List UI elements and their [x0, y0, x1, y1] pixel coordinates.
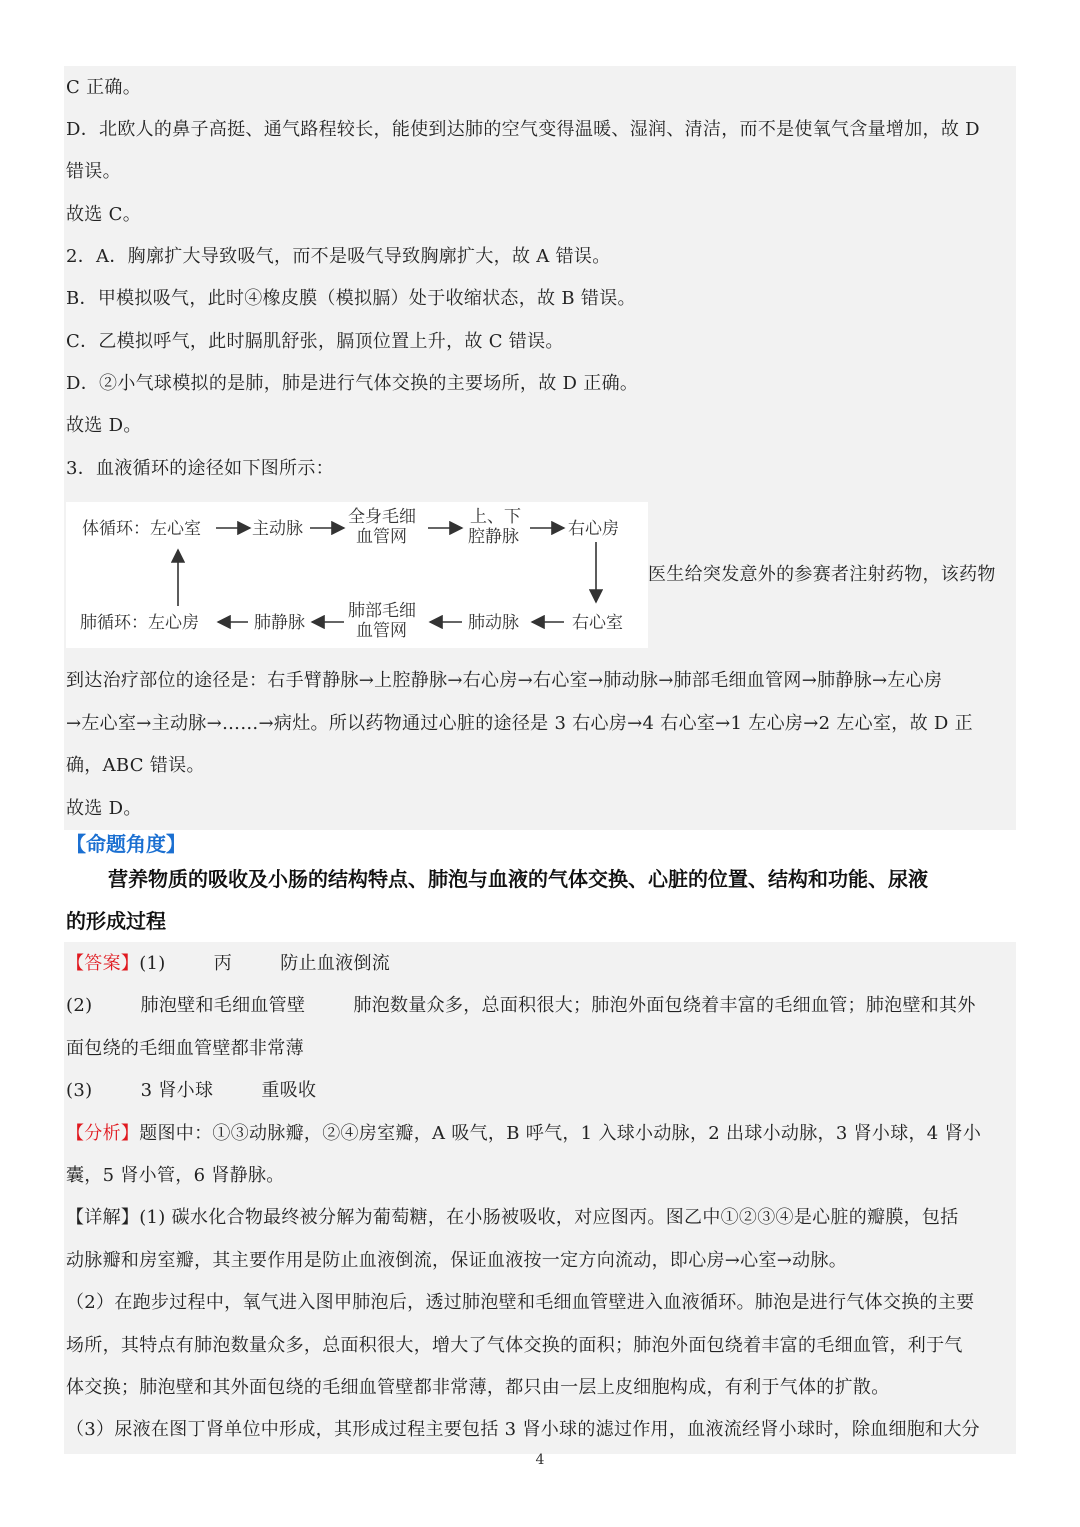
detail-line-5: 体交换；肺泡壁和其外面包绕的毛细血管壁都非常薄，都只由一层上皮细胞构成，有利于气体的扩散。: [66, 1377, 890, 1398]
explanation-line: 到达治疗部位的途径是：右手臂静脉→上腔静脉→右心房→右心室→肺动脉→肺部毛细血管网→肺静脉→左心房: [66, 670, 943, 691]
answer-line-1: [66, 952, 390, 976]
answer-line-2: (2) 肺泡壁和毛细血管壁 肺泡数量众多，总面积很大；肺泡外面包绕着丰富的毛细血管；肺泡壁和其外: [66, 995, 976, 1016]
answer-line-4: (3) 3 肾小球 重吸收: [66, 1080, 317, 1101]
explanation-line: 故选 C。: [66, 204, 141, 225]
vena-cava-line1: 上、下: [470, 507, 521, 527]
body-capillary-line2: 血管网: [356, 527, 407, 547]
explanation-line: C 正确。: [66, 77, 141, 98]
diagram-side-text: 医生给突发意外的参赛者注射药物，该药物: [648, 564, 996, 585]
detail-line-1: [66, 1206, 959, 1230]
pulmonary-vein-label: 肺静脉: [254, 613, 305, 633]
detail-text-1: (1) 碳水化合物最终被分解为葡萄糖，在小肠被吸收，对应图丙。图乙中①②③④是心脏的瓣膜，包括: [139, 1207, 959, 1228]
answer-line-3: 面包绕的毛细血管壁都非常薄: [66, 1038, 304, 1059]
analysis-line-2: 囊，5 肾小管，6 肾静脉。: [66, 1165, 285, 1186]
lung-capillary-line2: 血管网: [356, 621, 407, 641]
explanation-line: B．甲模拟吸气，此时④橡皮膜（模拟膈）处于收缩状态，故 B 错误。: [66, 288, 636, 309]
explanation-line: 错误。: [66, 161, 121, 182]
section-heading: 【命题角度】: [66, 832, 186, 856]
circulation-svg: [66, 502, 648, 648]
topic-line-2: 的形成过程: [66, 909, 166, 933]
explanation-line: 故选 D。: [66, 415, 142, 436]
analysis-tag: 【分析】: [66, 1123, 140, 1144]
detail-line-2: 动脉瓣和房室瓣，其主要作用是防止血液倒流，保证血液按一定方向流动，即心房→心室→动脉。: [66, 1250, 848, 1271]
analysis-line-1: [66, 1122, 981, 1146]
lung-capillary-line1: 肺部毛细: [348, 601, 416, 621]
pulmonary-artery-label: 肺动脉: [468, 613, 519, 633]
pulmonary-left-atrium: 肺循环：左心房: [80, 613, 199, 633]
explanation-line: D．北欧人的鼻子高挺、通气路程较长，能使到达肺的空气变得温暖、湿润、清洁，而不是使氧气含量增加，故 D: [66, 119, 980, 140]
page-number: 4: [535, 1452, 545, 1468]
explanation-line: 3．血液循环的途径如下图所示：: [66, 458, 334, 479]
right-atrium-label: 右心房: [568, 519, 619, 539]
explanation-line: 确，ABC 错误。: [66, 755, 205, 776]
answer-text-1: (1) 丙 防止血液倒流: [139, 953, 391, 974]
right-ventricle-label: 右心室: [572, 613, 623, 633]
detail-line-3: （2）在跑步过程中，氧气进入图甲肺泡后，透过肺泡壁和毛细血管壁进入血液循环。肺泡是进行气体交换的主要: [66, 1292, 975, 1313]
explanation-line: 2．A．胸廓扩大导致吸气，而不是吸气导致胸廓扩大，故 A 错误。: [66, 246, 611, 267]
answer-tag: 【答案】: [66, 953, 140, 974]
topic-line-1: 营养物质的吸收及小肠的结构特点、肺泡与血液的气体交换、心脏的位置、结构和功能、尿液: [108, 867, 928, 891]
blood-circulation-diagram: [66, 502, 648, 648]
analysis-text-1: 题图中：①③动脉瓣，②④房室瓣，A 吸气，B 呼气，1 入球小动脉，2 出球小动脉，3 肾小球，4 肾小: [139, 1123, 982, 1144]
explanation-line: D．②小气球模拟的是肺，肺是进行气体交换的主要场所，故 D 正确。: [66, 373, 639, 394]
detail-tag: 【详解】: [66, 1207, 140, 1228]
systemic-left-ventricle: 体循环：左心室: [82, 519, 201, 539]
explanation-line: C．乙模拟呼气，此时膈肌舒张，膈顶位置上升，故 C 错误。: [66, 331, 564, 352]
explanation-line: →左心室→主动脉→……→病灶。所以药物通过心脏的途径是 3 右心房→4 右心室→1 左心房→2 左心室，故 D 正: [66, 713, 973, 734]
aorta-label: 主动脉: [252, 519, 303, 539]
detail-line-4: 场所，其特点有肺泡数量众多，总面积很大，增大了气体交换的面积；肺泡外面包绕着丰富的毛细血管，利于气: [66, 1335, 963, 1356]
vena-cava-line2: 腔静脉: [468, 527, 519, 547]
explanation-line: 故选 D。: [66, 798, 142, 819]
detail-line-6: （3）尿液在图丁肾单位中形成，其形成过程主要包括 3 肾小球的滤过作用，血液流经肾小球时，除血细胞和大分: [66, 1419, 980, 1440]
body-capillary-line1: 全身毛细: [348, 507, 416, 527]
